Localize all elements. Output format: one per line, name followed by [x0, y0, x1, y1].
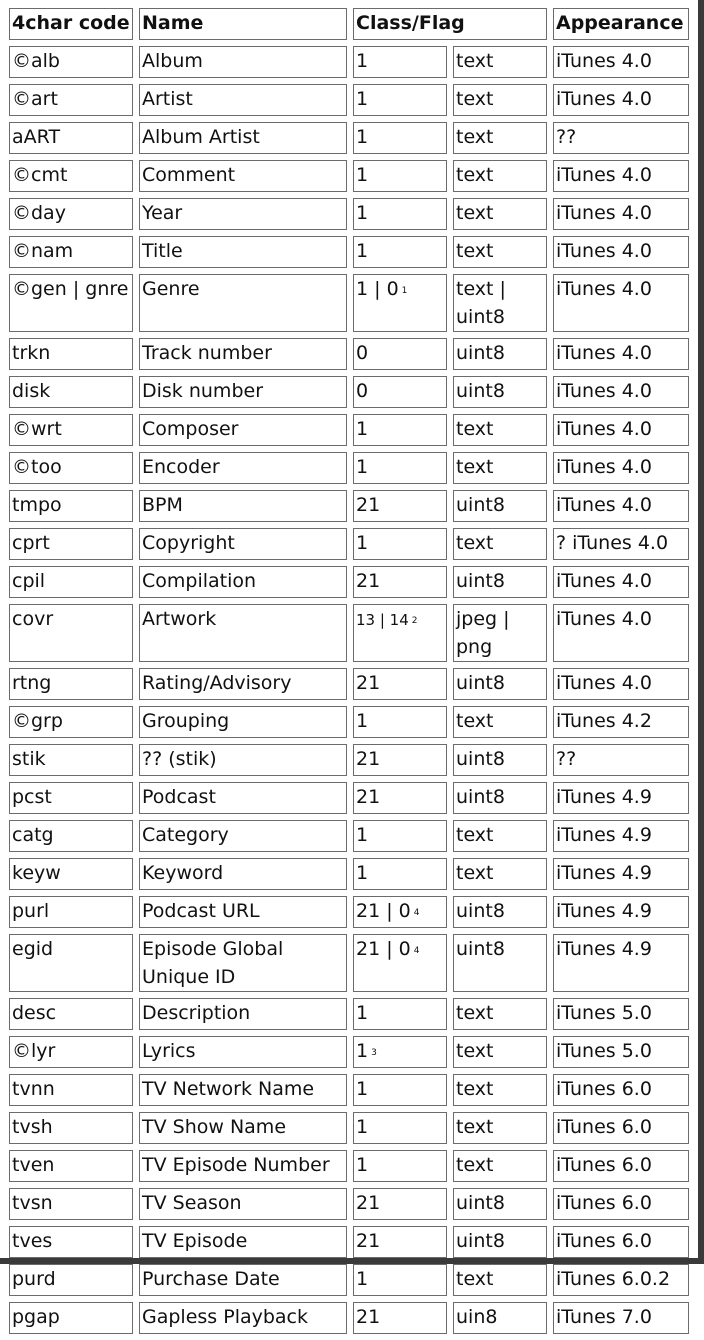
cell-name: TV Show Name: [139, 1112, 347, 1144]
cell-type: text: [453, 528, 547, 560]
cell-code: pgap: [9, 1302, 133, 1334]
footnote-marker[interactable]: 2: [411, 616, 418, 626]
table-row: [9, 490, 689, 522]
footnote-marker[interactable]: 1: [401, 286, 408, 296]
table-row: [9, 274, 689, 332]
cell-code: ©gen | gnre: [9, 274, 133, 332]
cell-appearance: iTunes 6.0: [553, 1074, 689, 1106]
cell-class: [353, 274, 447, 332]
table-row: [9, 160, 689, 192]
cell-type: text: [453, 1150, 547, 1182]
cell-type: text | uint8: [453, 274, 547, 332]
cell-type: text: [453, 1112, 547, 1144]
cell-code: rtng: [9, 668, 133, 700]
class-value: 1: [356, 1154, 369, 1176]
class-value: 1: [356, 1040, 369, 1062]
table-row: [9, 744, 689, 776]
class-value: 1: [356, 862, 369, 884]
cell-code: tves: [9, 1226, 133, 1258]
cell-name: Keyword: [139, 858, 347, 890]
class-value: 1: [356, 710, 369, 732]
class-value: 1: [356, 1002, 369, 1024]
cell-class: [353, 160, 447, 192]
class-value: 1: [356, 1116, 369, 1138]
cell-appearance: iTunes 6.0: [553, 1112, 689, 1144]
cell-code: trkn: [9, 338, 133, 370]
cell-name: Grouping: [139, 706, 347, 738]
cell-appearance: iTunes 4.0: [553, 198, 689, 230]
cell-type: jpeg | png: [453, 604, 547, 662]
cell-appearance: iTunes 4.0: [553, 414, 689, 446]
cell-type: text: [453, 46, 547, 78]
cell-code: purl: [9, 896, 133, 928]
cell-class: [353, 744, 447, 776]
cell-class: [353, 452, 447, 484]
cell-type: uint8: [453, 338, 547, 370]
class-value: 1: [356, 88, 369, 110]
cell-code: covr: [9, 604, 133, 662]
cell-appearance: iTunes 4.9: [553, 934, 689, 992]
cell-code: tvsn: [9, 1188, 133, 1220]
cell-name: Purchase Date: [139, 1264, 347, 1296]
cell-class: [353, 1264, 447, 1296]
cell-code: desc: [9, 998, 133, 1030]
table-row: [9, 782, 689, 814]
class-value: 1 | 0: [356, 278, 399, 300]
table-row: [9, 528, 689, 560]
cell-name: Track number: [139, 338, 347, 370]
cell-type: uin8: [453, 1302, 547, 1334]
cell-type: uint8: [453, 566, 547, 598]
class-value: 21: [356, 494, 381, 516]
cell-class: [353, 490, 447, 522]
cell-appearance: iTunes 4.0: [553, 84, 689, 116]
cell-appearance: iTunes 6.0: [553, 1150, 689, 1182]
cell-name: TV Network Name: [139, 1074, 347, 1106]
cell-appearance: iTunes 4.0: [553, 604, 689, 662]
class-value: 1: [356, 532, 369, 554]
cell-type: uint8: [453, 376, 547, 408]
cell-type: text: [453, 122, 547, 154]
cell-name: Description: [139, 998, 347, 1030]
cell-name: Encoder: [139, 452, 347, 484]
cell-appearance: iTunes 4.9: [553, 896, 689, 928]
cell-type: uint8: [453, 744, 547, 776]
table-row: [9, 236, 689, 268]
cell-class: [353, 376, 447, 408]
cell-code: disk: [9, 376, 133, 408]
cell-name: Episode Global Unique ID: [139, 934, 347, 992]
cell-type: text: [453, 998, 547, 1030]
cell-appearance: ? iTunes 4.0: [553, 528, 689, 560]
cell-appearance: iTunes 4.0: [553, 668, 689, 700]
cell-appearance: iTunes 4.0: [553, 376, 689, 408]
cell-type: uint8: [453, 490, 547, 522]
cell-class: [353, 84, 447, 116]
cell-class: [353, 414, 447, 446]
cell-appearance: iTunes 4.9: [553, 858, 689, 890]
cell-code: ©too: [9, 452, 133, 484]
cell-code: ©cmt: [9, 160, 133, 192]
header-row: [9, 8, 689, 40]
cell-code: ©alb: [9, 46, 133, 78]
table-row: [9, 998, 689, 1030]
table-row: [9, 566, 689, 598]
cell-name: Genre: [139, 274, 347, 332]
class-value: 1: [356, 126, 369, 148]
cell-class: [353, 338, 447, 370]
cell-code: stik: [9, 744, 133, 776]
table-row: [9, 198, 689, 230]
cell-name: Artist: [139, 84, 347, 116]
cell-class: [353, 46, 447, 78]
table-row: [9, 1226, 689, 1258]
cell-type: text: [453, 858, 547, 890]
cell-type: uint8: [453, 896, 547, 928]
class-value: 21 | 0: [356, 938, 411, 960]
cell-name: Podcast: [139, 782, 347, 814]
cell-class: [353, 1302, 447, 1334]
cell-appearance: iTunes 4.0: [553, 452, 689, 484]
atom-table: [3, 2, 695, 1340]
class-value: 21: [356, 672, 381, 694]
table-row: [9, 858, 689, 890]
cell-type: text: [453, 198, 547, 230]
class-value: 21: [356, 748, 381, 770]
cell-code: tven: [9, 1150, 133, 1182]
cell-type: text: [453, 84, 547, 116]
cell-name: TV Episode: [139, 1226, 347, 1258]
cell-type: uint8: [453, 1188, 547, 1220]
cell-class: [353, 820, 447, 852]
header-class-flag: Class/Flag: [353, 8, 547, 40]
cell-name: TV Episode Number: [139, 1150, 347, 1182]
cell-name: Composer: [139, 414, 347, 446]
cell-type: text: [453, 1264, 547, 1296]
cell-name: Comment: [139, 160, 347, 192]
cell-class: [353, 528, 447, 560]
table-row: [9, 934, 689, 992]
cell-appearance: iTunes 4.9: [553, 782, 689, 814]
cell-class: [353, 1112, 447, 1144]
cell-appearance: iTunes 5.0: [553, 1036, 689, 1068]
cell-type: uint8: [453, 1226, 547, 1258]
cell-name: Copyright: [139, 528, 347, 560]
class-value: 1: [356, 202, 369, 224]
cell-class: [353, 1150, 447, 1182]
cell-code: ©lyr: [9, 1036, 133, 1068]
class-value: 1: [356, 1268, 369, 1290]
table-row: [9, 46, 689, 78]
table-row: [9, 1188, 689, 1220]
cell-name: Album Artist: [139, 122, 347, 154]
cell-code: cprt: [9, 528, 133, 560]
cell-class: [353, 934, 447, 992]
table-row: [9, 376, 689, 408]
header-appearance: Appearance: [553, 8, 689, 40]
table-row: [9, 452, 689, 484]
cell-appearance: iTunes 4.0: [553, 236, 689, 268]
cell-class: [353, 998, 447, 1030]
cell-type: uint8: [453, 934, 547, 992]
table-body: [9, 46, 689, 1334]
cell-appearance: iTunes 6.0: [553, 1226, 689, 1258]
class-value: 1: [356, 240, 369, 262]
cell-code: purd: [9, 1264, 133, 1296]
cell-appearance: iTunes 4.9: [553, 820, 689, 852]
cell-name: Title: [139, 236, 347, 268]
cell-name: Gapless Playback: [139, 1302, 347, 1334]
cell-name: ?? (stik): [139, 744, 347, 776]
cell-class: [353, 706, 447, 738]
class-value: 1: [356, 164, 369, 186]
class-value: 21 | 0: [356, 900, 411, 922]
footnote-marker[interactable]: 4: [413, 908, 420, 918]
cell-class: [353, 604, 447, 662]
table-row: [9, 1302, 689, 1334]
table-row: [9, 338, 689, 370]
class-value: 21: [356, 786, 381, 808]
cell-class: [353, 1074, 447, 1106]
table-row: [9, 820, 689, 852]
class-value: 0: [356, 342, 369, 364]
cell-name: Artwork: [139, 604, 347, 662]
cell-appearance: ??: [553, 744, 689, 776]
cell-type: uint8: [453, 668, 547, 700]
table-row: [9, 1036, 689, 1068]
class-value: 1: [356, 418, 369, 440]
cell-code: pcst: [9, 782, 133, 814]
cell-name: BPM: [139, 490, 347, 522]
cell-code: ©grp: [9, 706, 133, 738]
cell-appearance: iTunes 7.0: [553, 1302, 689, 1334]
table-row: [9, 668, 689, 700]
cell-code: ©art: [9, 84, 133, 116]
cell-code: aART: [9, 122, 133, 154]
footnote-marker[interactable]: 3: [371, 1048, 377, 1058]
cell-type: text: [453, 414, 547, 446]
table-row: [9, 122, 689, 154]
cell-class: [353, 122, 447, 154]
cell-code: catg: [9, 820, 133, 852]
cell-name: Year: [139, 198, 347, 230]
cell-type: uint8: [453, 782, 547, 814]
cell-appearance: iTunes 4.2: [553, 706, 689, 738]
cell-type: text: [453, 160, 547, 192]
class-value: 1: [356, 824, 369, 846]
cell-class: [353, 668, 447, 700]
cell-class: [353, 896, 447, 928]
table-row: [9, 706, 689, 738]
cell-class: [353, 1226, 447, 1258]
cell-code: tvsh: [9, 1112, 133, 1144]
cell-type: text: [453, 1074, 547, 1106]
class-value: 21: [356, 570, 381, 592]
cell-name: TV Season: [139, 1188, 347, 1220]
cell-type: text: [453, 1036, 547, 1068]
table-row: [9, 1074, 689, 1106]
cell-type: text: [453, 706, 547, 738]
cell-code: cpil: [9, 566, 133, 598]
class-value: 0: [356, 380, 369, 402]
cell-name: Compilation: [139, 566, 347, 598]
cell-class: [353, 1188, 447, 1220]
table-row: [9, 84, 689, 116]
cell-appearance: iTunes 4.0: [553, 490, 689, 522]
cell-code: ©nam: [9, 236, 133, 268]
cell-appearance: iTunes 5.0: [553, 998, 689, 1030]
class-value: 21: [356, 1306, 381, 1328]
table-row: [9, 1112, 689, 1144]
header-name: Name: [139, 8, 347, 40]
cell-class: [353, 198, 447, 230]
cell-type: text: [453, 452, 547, 484]
cell-name: Lyrics: [139, 1036, 347, 1068]
table-row: [9, 414, 689, 446]
cell-name: Album: [139, 46, 347, 78]
cell-appearance: iTunes 6.0: [553, 1188, 689, 1220]
cell-name: Disk number: [139, 376, 347, 408]
cell-name: Podcast URL: [139, 896, 347, 928]
cell-appearance: iTunes 4.0: [553, 566, 689, 598]
cell-class: [353, 566, 447, 598]
cell-appearance: ??: [553, 122, 689, 154]
cell-appearance: iTunes 6.0.2: [553, 1264, 689, 1296]
cell-class: [353, 782, 447, 814]
cell-class: [353, 1036, 447, 1068]
class-value: 21: [356, 1230, 381, 1252]
cell-code: ©wrt: [9, 414, 133, 446]
table-row: [9, 1264, 689, 1296]
footnote-marker[interactable]: 4: [413, 946, 420, 956]
class-value: 13 | 14: [356, 611, 409, 629]
table-row: [9, 896, 689, 928]
cell-type: text: [453, 820, 547, 852]
cell-appearance: iTunes 4.0: [553, 338, 689, 370]
cell-appearance: iTunes 4.0: [553, 160, 689, 192]
cell-code: egid: [9, 934, 133, 992]
cell-class: [353, 858, 447, 890]
class-value: 1: [356, 1078, 369, 1100]
class-value: 21: [356, 1192, 381, 1214]
header-code: 4char code: [9, 8, 133, 40]
class-value: 1: [356, 50, 369, 72]
cell-code: tmpo: [9, 490, 133, 522]
cell-name: Rating/Advisory: [139, 668, 347, 700]
class-value: 1: [356, 456, 369, 478]
cell-code: ©day: [9, 198, 133, 230]
cell-appearance: iTunes 4.0: [553, 46, 689, 78]
cell-type: text: [453, 236, 547, 268]
cell-class: [353, 236, 447, 268]
cell-appearance: iTunes 4.0: [553, 274, 689, 332]
cell-code: keyw: [9, 858, 133, 890]
table-row: [9, 1150, 689, 1182]
table-row: [9, 604, 689, 662]
cell-name: Category: [139, 820, 347, 852]
cell-code: tvnn: [9, 1074, 133, 1106]
